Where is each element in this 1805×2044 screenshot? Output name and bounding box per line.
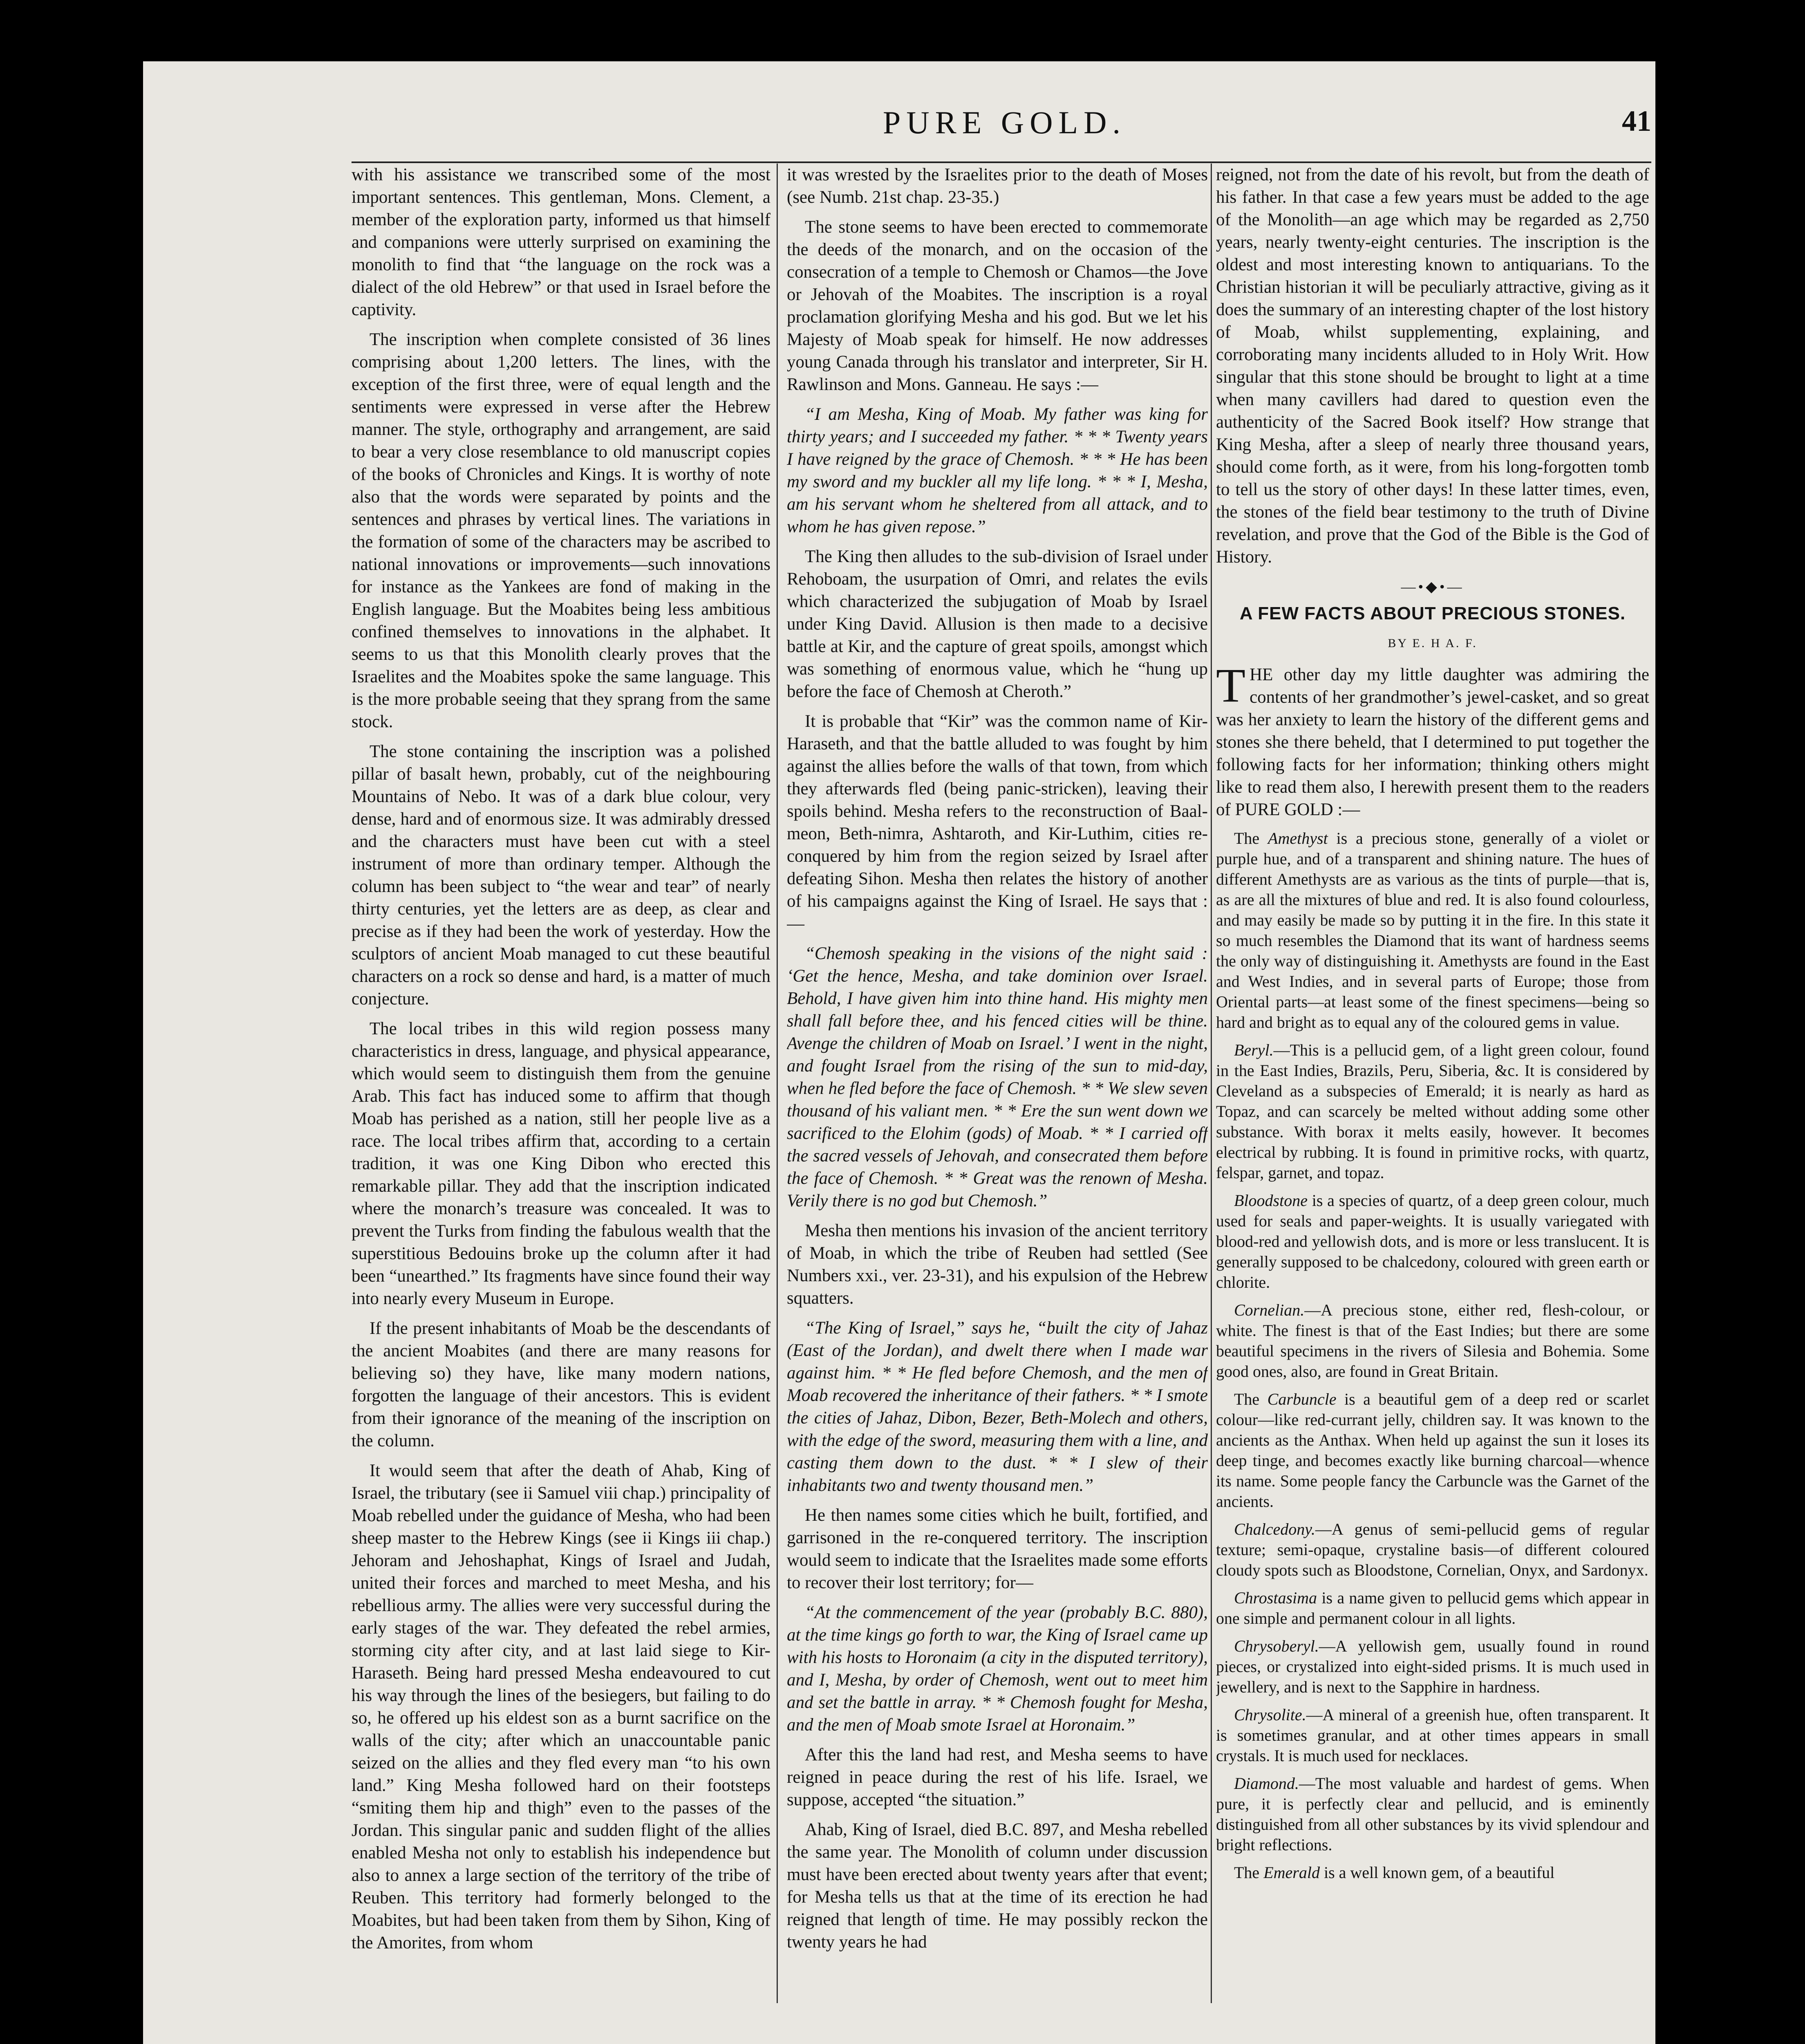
paragraph: The King then alludes to the sub-division of Israel under Rehoboam, the usurpation of Omri, and relates the evils which characterized the subjugation of Moab by Israel under King David. Allusion is then made to a decisive battle at Kir, and the capture of great spoils, amongst which was something of enormous value, which he “hung up before the face of Chemosh at Cheroth.” bbox=[787, 547, 1208, 701]
gem-text: is a beautiful gem of a deep red or scarlet colour—like red-currant jelly, children say. It was known to the ancients as the Anthax. When held up against the sun it loses its deep tinge, and becomes exactly like burning charcoal—whence its name. Some people fancy the Carbuncle was the Garnet of the ancients. bbox=[1216, 1390, 1649, 1511]
page-number: 41 bbox=[1622, 105, 1651, 137]
paragraph: It is probable that “Kir” was the common name of Kir-Haraseth, and that the battle alluded to was fought by him against the allies before the walls of that town, from which they afterwards fled (being panic-stricken), leaving their spoils behind. Mesha refers to the reconstruction of Baal-meon, Beth-nimra, Ashtaroth, and Kir-Luthim, cities re-conquered by him from the region seized by Israel after defeating Sihon. Mesha then relates the history of another of his campaigns against the King of Israel. He says that :— bbox=[787, 712, 1208, 933]
column-divider bbox=[777, 164, 778, 2003]
gem-name: Chrysoberyl. bbox=[1234, 1637, 1319, 1655]
column-3 bbox=[1216, 164, 1649, 1999]
paragraph: Ahab, King of Israel, died B.C. 897, and Mesha rebelled the same year. The Monolith of column under discussion must have been erected about twenty years after that event; for Mesha tells us that at the time of its erection he had reigned that length of time. He may possibly reckon the twenty years he had bbox=[787, 1820, 1208, 1952]
quote: “Chemosh speaking in the visions of the night said : ‘Get the hence, Mesha, and take dominion over Israel. Behold, I have given him into thine hand. His mighty men shall fall before thee, and his fenced cities will be thine. Avenge the children of Moab on Israel.’ I went in the night, and fought Israel from the rising of the sun to mid-day, when he fled before the face of Chemosh. * * We slew seven thousand of his valiant men. * * Ere the sun went down we sacrificed to the Elohim (gods) of Moab. * * I carried off the sacred vessels of Jehovah, and consecrated them before the face of Chemosh. * * Great was the renown of Mesha. Verily there is no god but Chemosh.” bbox=[787, 944, 1208, 1210]
gem-text: is a well known gem, of a beautiful bbox=[1319, 1863, 1555, 1882]
page-title: PURE GOLD. bbox=[883, 105, 1126, 140]
gem-text: is a species of quartz, of a deep green colour, much used for seals and paper-weights. It is usually variegated with blood-red and yellowish dots, and is more or less translucent. It is generally supposed to be chalcedony, coloured with green earth or chlorite. bbox=[1216, 1191, 1649, 1291]
paragraph-text: HE other day my little daughter was admiring the contents of her grandmother’s jewel-casket, and so great was her anxiety to learn the history of the different gems and stones she there beheld, that I determined to put together the following facts for her information; thinking others might like to read them also, I herewith present them to the readers of PURE GOLD :— bbox=[1216, 665, 1649, 819]
column-1 bbox=[352, 164, 770, 1999]
gem-name: Chrysolite. bbox=[1234, 1706, 1306, 1724]
gem-name: Beryl. bbox=[1234, 1041, 1274, 1059]
paragraph: with his assistance we transcribed some of the most important sentences. This gentleman, Mons. Clement, a member of the exploration party, informed us that himself and companions were utterly surprised on examining the monolith to find that “the language on the rock was a dialect of the old Hebrew” or that used in Israel before the captivity. bbox=[352, 165, 770, 319]
gem-article: The bbox=[1234, 829, 1268, 847]
gem-text: —A yellowish gem, usually found in round pieces, or crystalized into eight-sided prisms. It is much used in jewellery, and is next to the Sapphire in hardness. bbox=[1216, 1637, 1649, 1696]
gem-entry bbox=[1216, 828, 1649, 1033]
paragraph: Mesha then mentions his invasion of the ancient territory of Moab, in which the tribe of Reuben had settled (See Numbers xxi., ver. 23-31), and his expulsion of the Hebrew squatters. bbox=[787, 1221, 1208, 1308]
article-byline: BY E. H A. F. bbox=[1388, 637, 1478, 650]
column-divider bbox=[1211, 164, 1212, 2003]
gem-entry bbox=[1216, 1519, 1649, 1580]
gem-article: The bbox=[1234, 1390, 1268, 1408]
gem-name: Diamond. bbox=[1234, 1774, 1299, 1793]
article-title: A FEW FACTS ABOUT PRECIOUS STONES. bbox=[1239, 603, 1626, 623]
gem-entry bbox=[1216, 1636, 1649, 1697]
paragraph: It would seem that after the death of Ahab, King of Israel, the tributary (see ii Samuel viii chap.) principality of Moab rebelled under the guidance of Mesha, who had been sheep master to the Hebrew Kings (see ii Kings iii chap.) Jehoram and Jehoshaphat, Kings of Israel and Judah, united their forces and marched to meet Mesha, and his rebellious army. The allies were very successful during the early stages of the war. They defeated the rebel armies, storming city after city, and at last laid siege to Kir-Haraseth. Being hard pressed Mesha endeavoured to cut his way through the lines of the besiegers, but failing to do so, he offered up his eldest son as a burnt sacrifice on the walls of the city; after which an unaccountable panic seized on the allies and they fled every man “to his own land.” King Mesha followed hard on their footsteps “smiting them hip and thigh” even to the passes of the Jordan. This singular panic and sudden flight of the allies enabled Mesha not only to establish his independence but also to annex a large section of the territory of the tribe of Reuben. This territory had formerly belonged to the Moabites, but had been taken from them by Sihon, King of the Amorites, from whom bbox=[352, 1461, 770, 1952]
section-divider: —•◆•— bbox=[1401, 578, 1465, 595]
gem-entry bbox=[1216, 1389, 1649, 1512]
header-rule bbox=[352, 161, 1651, 163]
gem-entry bbox=[1216, 1588, 1649, 1629]
gem-name: Carbuncle bbox=[1267, 1390, 1337, 1408]
gem-entry bbox=[1216, 1862, 1649, 1883]
column-2 bbox=[787, 164, 1208, 1999]
drop-cap: T bbox=[1216, 659, 1246, 712]
gem-entry bbox=[1216, 1705, 1649, 1766]
gem-text: —A mineral of a greenish hue, often transparent. It is sometimes granular, and at other times appears in small crystals. It is much used for necklaces. bbox=[1216, 1706, 1649, 1765]
paragraph: He then names some cities which he built, fortified, and garrisoned in the re-conquered territory. The inscription would seem to indicate that the Israelites made some efforts to recover their lost territory; for— bbox=[787, 1506, 1208, 1592]
paragraph: reigned, not from the date of his revolt, but from the death of his father. In that case a few years must be added to the age of the Monolith—an age which may be regarded as 2,750 years, nearly twenty-eight centuries. The inscription is the oldest and most interesting known to antiquarians. To the Christian historian it will be peculiarly attractive, giving as it does the summary of an interesting chapter of the lost history of Moab, whilst supplementing, explaining, and corroborating many incidents alluded to in Holy Writ. How singular that this stone should be brought to light at a time when many cavillers had dared to question even the authenticity of the Sacred Book itself? How strange that King Mesha, after a sleep of nearly three thousand years, should come forth, as it were, from his long-forgotten tomb to tell us the story of other days! In these latter times, even, the stones of the field bear testimony to the truth of Divine revelation, and prove that the God of the Bible is the God of History. bbox=[1216, 165, 1649, 567]
gem-article: The bbox=[1234, 1863, 1264, 1882]
paragraph: After this the land had rest, and Mesha seems to have reigned in peace during the rest of his life. Israel, we suppose, accepted “the situation.” bbox=[787, 1745, 1208, 1809]
gem-name: Bloodstone bbox=[1234, 1191, 1308, 1210]
paragraph: The stone containing the inscription was a polished pillar of basalt hewn, probably, cut of the neighbouring Mountains of Nebo. It was of a dark blue colour, very dense, hard and of enormous size. It was admirably dressed and the characters must have been cut with a steel instrument of more than ordinary temper. Although the column has been subject to “the wear and tear” of nearly thirty centuries, yet the letters are as deep, as clear and precise as if they had been the work of yesterday. How the sculptors of ancient Moab managed to cut these beautiful characters on a rock so dense and hard, is a matter of much conjecture. bbox=[352, 742, 770, 1009]
paragraph: The inscription when complete consisted of 36 lines comprising about 1,200 letters. The lines, with the exception of the first three, were of equal length and the sentiments were expressed in verse after the Hebrew manner. The style, orthography and arrangement, are said to bear a very close resemblance to old manuscript copies of the books of Chronicles and Kings. It is worthy of note also that the words were separated by points and the sentences and phrases by vertical lines. The variations in the formation of some of the characters may be ascribed to national innovations or improvements—such innovations for instance as the Yankees are fond of making in the English language. But the Moabites being less ambitious confined themselves to innovations in the alphabet. It seems to us that this Monolith clearly proves that the Israelites and the Moabites spoke the same language. This is the more probable seeing that they sprang from the same stock. bbox=[352, 330, 770, 731]
gem-text: —A genus of semi-pellucid gems of regular texture; semi-opaque, crystaline basis—of different coloured cloudy spots such as Bloodstone, Cornelian, Onyx, and Sardonyx. bbox=[1216, 1520, 1649, 1579]
gem-entry bbox=[1216, 1773, 1649, 1855]
gem-text: —The most valuable and hardest of gems. When pure, it is perfectly clear and pellucid, and is eminently distinguished from all other substances by its vivid splendour and bright reflections. bbox=[1216, 1774, 1649, 1854]
paragraph: If the present inhabitants of Moab be the descendants of the ancient Moabites (and there are many reasons for believing so) they have, like many modern nations, forgotten the language of their ancestors. This is evident from their ignorance of the meaning of the inscription on the column. bbox=[352, 1319, 770, 1450]
gem-name: Chalcedony. bbox=[1234, 1520, 1315, 1538]
paragraph bbox=[1216, 659, 1649, 821]
gem-entry bbox=[1216, 1300, 1649, 1382]
quote: “At the commencement of the year (probably B.C. 880), at the time kings go forth to war, the King of Israel came up with his hosts to Horonaim (a city in the disputed territory), and I, Mesha, by order of Chemosh, went out to meet him and set the battle in array. * * Chemosh fought for Mesha, and the men of Moab smote Israel at Horonaim.” bbox=[787, 1603, 1208, 1735]
paragraph: it was wrested by the Israelites prior to the death of Moses (see Numb. 21st chap. 23-35.) bbox=[787, 165, 1208, 207]
quote: “The King of Israel,” says he, “built the city of Jahaz (East of the Jordan), and dwelt there when I made war against him. * * He fled before Chemosh, and the men of Moab recovered the inheritance of their fathers. * * I smote the cities of Jahaz, Dibon, Bezer, Beth-Molech and others, with the edge of the sword, measuring them with a line, and casting them down to the dust. * * I slew of their inhabitants two and twenty thousand men.” bbox=[787, 1318, 1208, 1495]
gem-text: —This is a pellucid gem, of a light green colour, found in the East Indies, Brazils, Peru, Siberia, &c. It is considered by Cleveland as a subspecies of Emerald; it is nearly as hard as Topaz, and can scarcely be melted without adding some other substance. With borax it melts easily, however. It becomes electrical by rubbing. It is found in primitive rocks, with quartz, felspar, garnet, and topaz. bbox=[1216, 1041, 1649, 1182]
gem-name: Cornelian. bbox=[1234, 1301, 1305, 1319]
paragraph: The stone seems to have been erected to commemorate the deeds of the monarch, and on the occasion of the consecration of a temple to Chemosh or Chamos—the Jove or Jehovah of the Moabites. The inscription is a royal proclamation glorifying Mesha and his god. But we let his Majesty of Moab speak for himself. He now addresses young Canada through his translator and interpreter, Sir H. Rawlinson and Mons. Ganneau. He says :— bbox=[787, 217, 1208, 394]
gem-text: —A precious stone, either red, flesh-colour, or white. The finest is that of the East Indies; but there are some beautiful specimens in the rivers of Silesia and Bohemia. Some good ones, also, are found in Great Britain. bbox=[1216, 1301, 1649, 1381]
page-header bbox=[213, 104, 1651, 149]
gem-list bbox=[1216, 828, 1649, 1883]
gem-entry bbox=[1216, 1190, 1649, 1293]
gem-text: is a precious stone, generally of a violet or purple hue, and of a transparent and shining nature. The hues of different Amethysts are as various as the tints of purple—that is, as are all the mixtures of blue and red. It is also found colourless, and may easily be made so by putting it in the fire. In this state it so much resembles the Diamond that its want of hardness seems the only way of distinguishing it. Amethysts are found in the East and West Indies, and in several parts of Europe; those from Oriental parts—at least some of the finest specimens—being so hard and bright as to equal any of the coloured gems in value. bbox=[1216, 829, 1649, 1031]
paragraph: The local tribes in this wild region possess many characteristics in dress, language, and physical appearance, which would seem to distinguish them from the genuine Arab. This fact has induced some to affirm that though Moab has perished as a nation, still her people live as a race. The local tribes affirm that, according to a certain tradition, it was one King Dibon who erected this remarkable pillar. They add that the inscription indicated where the monarch’s treasure was concealed. It was to prevent the Turks from finding the fabulous wealth that the superstitious Bedouins broke up the column after it had been “unearthed.” Its fragments have since found their way into nearly every Museum in Europe. bbox=[352, 1019, 770, 1308]
quote: “I am Mesha, King of Moab. My father was king for thirty years; and I succeeded my father. * * * Twenty years I have reigned by the grace of Chemosh. * * * He has been my sword and my buckler all my life long. * * * I, Mesha, am his servant whom he sheltered from all attack, and to whom he has given repose.” bbox=[787, 405, 1208, 536]
gem-entry bbox=[1216, 1040, 1649, 1183]
gem-name: Amethyst bbox=[1268, 829, 1328, 847]
gem-text: is a name given to pellucid gems which appear in one simple and permanent colour in all lights. bbox=[1216, 1589, 1649, 1627]
gem-name: Chrostasima bbox=[1234, 1589, 1317, 1607]
gem-name: Emerald bbox=[1263, 1863, 1320, 1882]
